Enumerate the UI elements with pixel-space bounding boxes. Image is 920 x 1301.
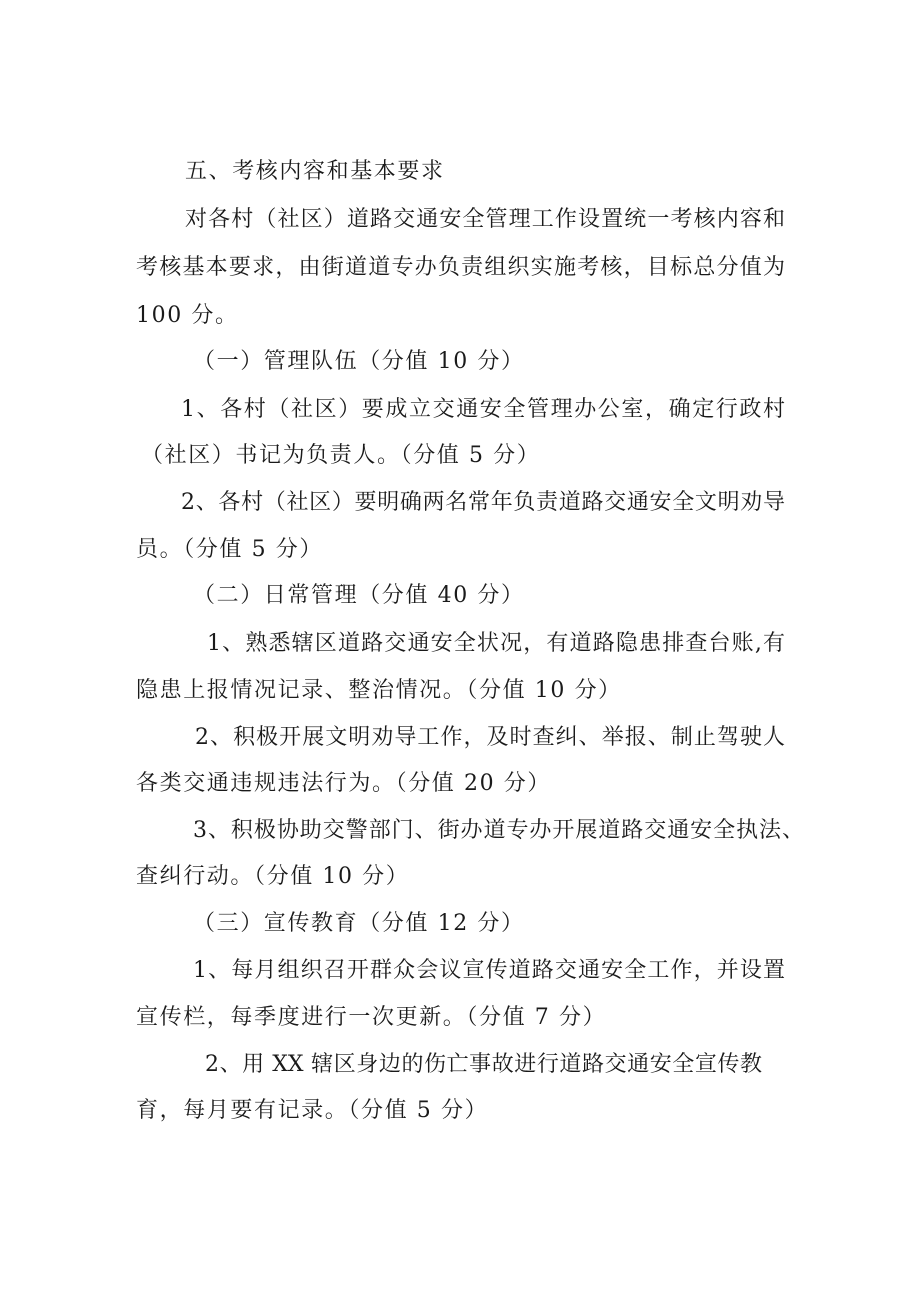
paragraph-line: 宣传栏，每季度进行一次更新。（分值 7 分） (136, 1005, 607, 1030)
paragraph-line: 查纠行动。（分值 10 分） (136, 864, 410, 889)
paragraph-line: 2、各村（社区）要明确两名常年负责道路交通安全文明劝导 (181, 490, 785, 515)
paragraph-line: 2、用 XX 辖区身边的伤亡事故进行道路交通安全宣传教 (205, 1052, 762, 1077)
section-heading: 五、考核内容和基本要求 (185, 159, 445, 184)
paragraph-line: 2、积极开展文明劝导工作，及时查纠、举报、制止驾驶人 (195, 725, 785, 750)
subsection-title: （一）管理队伍（分值 10 分） (193, 349, 525, 374)
paragraph-line: 1、熟悉辖区道路交通安全状况，有道路隐患排查台账,有 (207, 631, 785, 656)
paragraph-line: （社区）书记为负责人。（分值 5 分） (141, 443, 541, 468)
intro-paragraph-line: 考核基本要求，由街道道专办负责组织实施考核，目标总分值为 (136, 255, 785, 280)
subsection-title: （三）宣传教育（分值 12 分） (193, 911, 525, 936)
paragraph-line: 1、每月组织召开群众会议宣传道路交通安全工作，并设置 (193, 958, 785, 983)
paragraph-line: 1、各村（社区）要成立交通安全管理办公室，确定行政村 (181, 397, 785, 422)
intro-paragraph-line: 100 分。 (136, 303, 239, 328)
subsection-title: （二）日常管理（分值 40 分） (193, 583, 525, 608)
paragraph-line: 隐患上报情况记录、整治情况。（分值 10 分） (136, 678, 622, 703)
paragraph-line: 各类交通违规违法行为。（分值 20 分） (136, 771, 551, 796)
paragraph-line: 员。（分值 5 分） (136, 537, 323, 562)
paragraph-line: 育，每月要有记录。（分值 5 分） (136, 1098, 489, 1123)
paragraph-line: 3、积极协助交警部门、街办道专办开展道路交通安全执法、 (193, 818, 804, 843)
intro-paragraph-line: 对各村（社区）道路交通安全管理工作设置统一考核内容和 (185, 207, 785, 232)
